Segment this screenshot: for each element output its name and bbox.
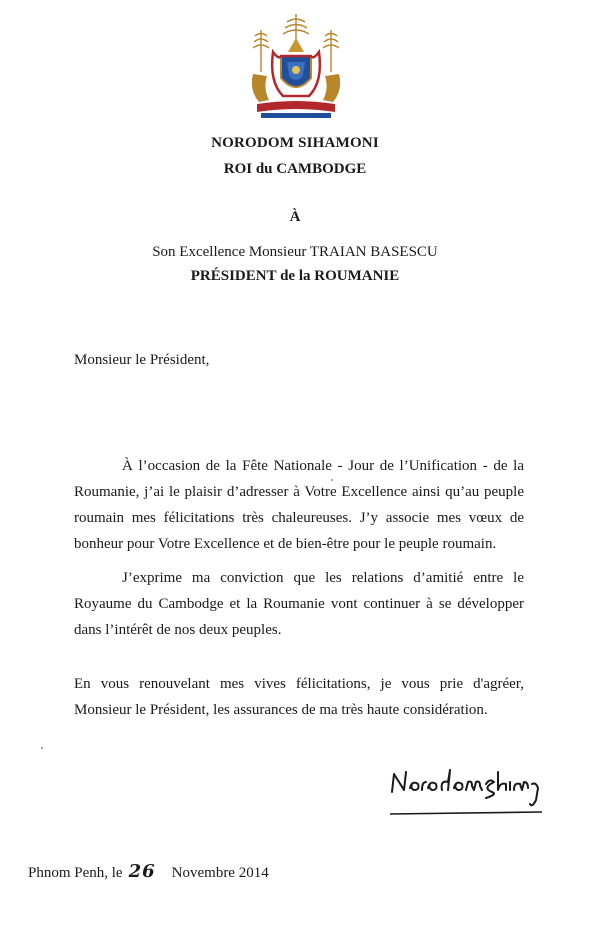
scan-speck <box>331 479 333 481</box>
body-paragraph <box>74 565 524 643</box>
body-paragraph-text: À l’occasion de la Fête Nationale - Jour de l’Unification - de la Roumanie, j’ai le plaisir d’adresser à Votre Excellence ainsi qu’au peuple roumain mes félicitations très chaleureuses. J’y associe mes vœux de bonheur pour Votre Excellence et de bien-être pour le peuple roumain. <box>74 458 524 552</box>
body-paragraph <box>74 427 524 557</box>
date-month-year: Novembre 2014 <box>171 865 269 881</box>
salutation: Monsieur le Président, <box>74 352 210 368</box>
recipient-name: Son Excellence Monsieur TRAIAN BASESCU <box>152 244 438 260</box>
date-day-handwritten: 26 <box>128 861 156 882</box>
date-line <box>28 861 269 882</box>
date-place: Phnom Penh, le <box>28 865 123 881</box>
royal-coat-of-arms-icon <box>243 12 349 122</box>
handwritten-signature-icon <box>386 760 546 820</box>
body-paragraph-text: En vous renouvelant mes vives félicitations, je vous prie d'agréer, Monsieur le Président, les assurances de ma très haute considération. <box>74 676 524 718</box>
to-line: À <box>289 209 301 225</box>
recipient-title: PRÉSIDENT de la ROUMANIE <box>190 268 400 284</box>
scan-speck <box>41 747 43 749</box>
body-paragraph <box>74 671 524 723</box>
body-paragraph-text: J’exprime ma conviction que les relations d’amitié entre le Royaume du Cambodge et la Roumanie vont continuer à se développer dans l’intérêt de nos deux peuples. <box>74 570 524 638</box>
sender-name: NORODOM SIHAMONI <box>211 135 379 151</box>
sender-title: ROI du CAMBODGE <box>223 161 367 177</box>
